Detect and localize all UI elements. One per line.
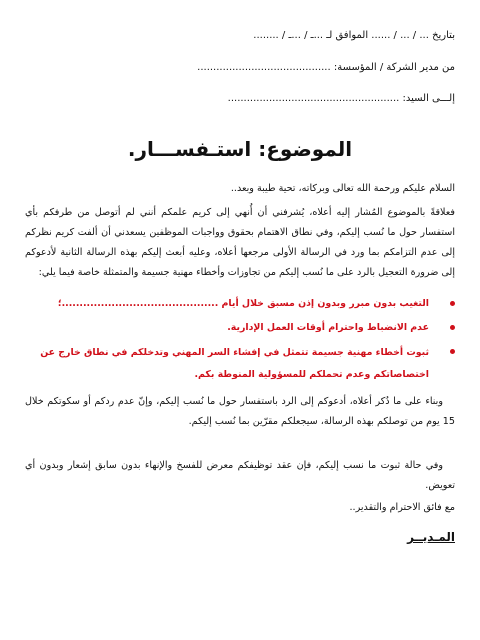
closing-line: مع فائق الاحترام والتقدير.. (349, 502, 455, 513)
subject-title: الموضوع: استـفســـار. (127, 137, 353, 161)
violation-text-3: ثبوت أخطاء مهنية جسيمة تتمثل في إفشاء السر المهني وتدخلكم في نطاق خارج عن اختصاصاتكم وعدم تحملكم للمسؤولية المنوطة بكم. (40, 347, 429, 380)
signature-title: المـديــر (407, 530, 455, 544)
body-paragraph: فعلاقةً بالموضوع المُشار إليه أعلاه، يُشرفني أن أُنهي إلى كريم علمكم أنني لم أتوصل من طرفكم بأي استفسار حول ما نُسب إليكم، وفي نطاق الاهتمام بحقوق وواجبات الموظفين يسعدني أن ألفت كريم نظركم إلى عدم التزامكم بما ورد في الرسالة الأولى مرجعها أعلاه، وعليه أبعث إليكم بهذه الرسالة الثانية لأدعوكم إلى ضرورة التعجيل بالرد على ما نُسب إليكم من تجاوزات وأخطاء مهنية جسيمة والمتمثلة خاصة فيما يلي: (25, 207, 455, 278)
warning-paragraph: وفي حالة ثبوت ما نسب إليكم، فإن عقد توظيفكم معرض للفسخ والإنهاء بدون سابق إشعار وبدون أي تعويض. (25, 460, 455, 491)
to-line: إلـــى السيد: ...................................................... (227, 93, 455, 104)
bullet-dot-icon (450, 349, 455, 354)
from-line: من مدير الشركة / المؤسسة: .......................................... (197, 62, 455, 73)
bullet-dot-icon (450, 325, 455, 330)
greeting: السلام عليكم ورحمة الله تعالى وبركاته، تحية طيبة وبعد.. (230, 183, 455, 194)
date-line: بتاريخ ... / ... / ...... الموافق لـ ...ـ / ...ـ / ........ (253, 30, 455, 41)
violation-text-1: التغيب بدون مبرر وبدون إذن مسبق خلال أيام ............................................؛ (57, 298, 429, 309)
reply-paragraph: وبناء على ما ذُكر أعلاه، أدعوكم إلى الرد باستفسار حول ما نُسب إليكم، وإنّ عدم ردكم أو سكوتكم خلال 15 يوم من توصلكم بهذه الرسالة، سيجعلكم مقرّين بما نُسب إليكم. (25, 396, 455, 427)
violation-item-3 (25, 342, 455, 386)
violation-text-2: عدم الانضباط واحترام أوقات العمل الإدارية. (227, 322, 429, 333)
bullet-dot-icon (450, 301, 455, 306)
